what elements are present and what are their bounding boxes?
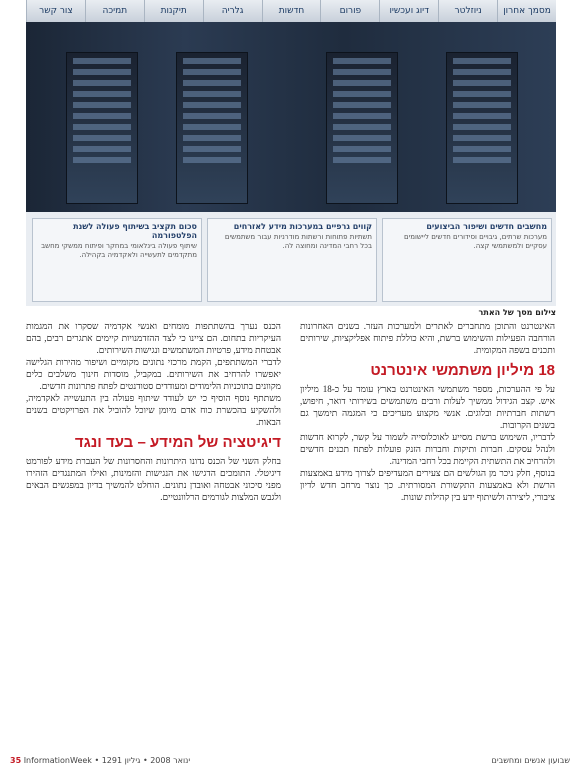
paragraph: לדבריו, השימוש ברשת מסייע לאוכלוסייה לשמור על קשר, לקרוא חדשות ולנהל עסקים. חברות ותיקות וחברות הזנק פועלות לפתח תכנים חדשים ולהרחיב את התשתית הקיימת בכל רחבי המדינה. xyxy=(300,432,555,466)
nav-item[interactable]: דיוג ועכשיו xyxy=(379,0,438,22)
nav-item[interactable]: חדשות xyxy=(262,0,321,22)
server-rack xyxy=(446,52,518,204)
nav-item[interactable]: ניוזלטר xyxy=(438,0,497,22)
paragraph: בנוסף, חלק ניכר מן הגולשים הם צעירים המעדיפים לצרוך מידע באמצעות הרשת ולא באמצעות התקשורת המסורתית. כך נוצר מרחב חדש לדיון ציבורי, ליצירה ולשיתוף ידע בין קהילות שונות. xyxy=(300,468,555,502)
text-column-left xyxy=(26,320,281,752)
feature-card[interactable] xyxy=(207,218,377,302)
image-caption: צילום מסך של האתר xyxy=(478,308,556,317)
card-body: שיתוף פעולה בינלאומי במחקר ופיתוח ממשקי מחשב מתקדמים לתעשייה ולאקדמיה בקהילה. xyxy=(41,242,197,259)
section-heading: דיגיטציה של המידע – בעד ונגד xyxy=(74,434,281,451)
nav-item[interactable]: תמיכה xyxy=(85,0,144,22)
publication-info: InformationWeek • ינואר 2008 • גיליון 1291 xyxy=(23,756,191,765)
site-navigation xyxy=(26,0,556,23)
paragraph: האינטרנט והתוכן מתחברים לאתרים ולמערכות העזר. בשנים האחרונות הורחבה הפעילות והשימוש ברשת, והיא כוללת פיתוח אפליקציות, שירותים ותכנים בשפה המקומית. xyxy=(300,321,555,355)
publication-name: שבועון אנשים ומחשבים xyxy=(491,756,570,765)
card-title: מחשבים חדשים ושיפור הביצועים xyxy=(426,222,547,231)
nav-item[interactable]: תיקנות xyxy=(144,0,203,22)
card-title: סכום תקציב בשיתוף פעולה לשנת הפלטפורמה xyxy=(73,222,197,240)
server-room-photo xyxy=(26,22,556,212)
paragraph: לדברי המשתתפים, הקמת מרכזי נתונים מקומיים ושיפור מהירות הגלישה יאפשרו להרחיב את השירותים. במקביל, מוסדות חינוך משלבים כלים מקוונים בתוכניות הלימודים ומעודדים סטודנטים לפתח פתרונות חדשים. xyxy=(26,357,281,391)
nav-item[interactable]: פורום xyxy=(320,0,379,22)
card-body: מערכות שרתים, גיבויים וסידורים חדשים ליישומים עסקיים ולמשתמשי קצה. xyxy=(404,233,547,250)
paragraph: על פי ההערכות, מספר משתמשי האינטרנט בארץ עומד על כ-18 מיליון איש. קצב הגידול ממשיך לעלות ורבים משתמשים בשירותי דואר, חיפוש, רשתות חברתיות ובלוגים. אנשי מקצוע מעריכים כי המגמה תימשך גם בשנים הקרובות. xyxy=(300,384,555,430)
text-column-right xyxy=(300,320,555,752)
nav-item[interactable]: גלריה xyxy=(203,0,262,22)
feature-cards xyxy=(26,212,556,306)
website-screenshot xyxy=(26,0,556,306)
server-rack xyxy=(66,52,138,204)
server-rack xyxy=(176,52,248,204)
card-title: קווים גרפיים במערכות מידע לאזרחים xyxy=(233,222,372,231)
footer-left xyxy=(10,756,190,765)
card-body: תשתיות פתוחות ורשתות מודרניות עבור משתמשים בכל רחבי המדינה ומחוצה לה. xyxy=(224,233,372,250)
paragraph: בחלק השני של הכנס נדונו היתרונות והחסרונות של העברת מידע לפורמט דיגיטלי. התומכים הדגישו את הנגישות והזמינות, ואילו המתנגדים הזהירו מפני סיכוני אבטחה ואובדן נתונים. הוחלט להמשיך בדיון במפגשים הבאים ולגבש המלצות לגורמים הרלוונטיים. xyxy=(26,456,281,502)
paragraph: משתתף נוסף הוסיף כי יש לעודד שיתוף פעולה בין התעשייה לאקדמיה, ולהשקיע בהכשרת כוח אדם מיומן שיוכל להוביל את הפרויקטים בשנים הבאות. xyxy=(26,393,281,427)
page-number: 35 xyxy=(10,756,22,765)
server-rack xyxy=(326,52,398,204)
feature-card[interactable] xyxy=(382,218,552,302)
paragraph: הכנס נערך בהשתתפות מומחים ואנשי אקדמיה שסקרו את המגמות העיקריות בתחום. הם ציינו כי לצד ההזדמנויות קיימים אתגרים רבים, בהם אבטחת מידע, פרטיות המשתמשים ונגישות השירותים. xyxy=(26,321,281,355)
nav-item[interactable]: מסמך אחרון xyxy=(497,0,556,22)
section-heading: 18 מיליון משתמשי אינטרנט xyxy=(370,362,555,379)
feature-card[interactable] xyxy=(32,218,202,302)
nav-item[interactable]: צור קשר xyxy=(26,0,85,22)
